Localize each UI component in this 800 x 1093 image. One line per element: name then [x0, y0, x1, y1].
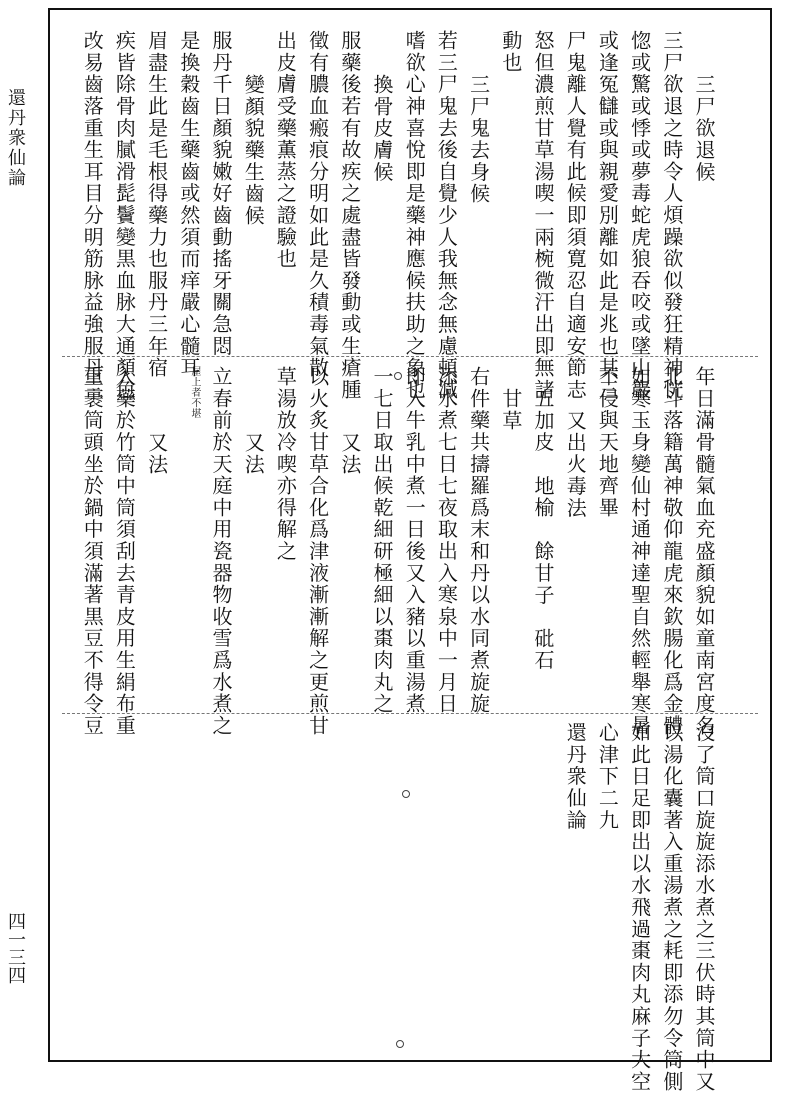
panel1-column: 或逢冤讎或與親愛別離如此是兆也其三 — [595, 30, 620, 401]
panel2-column: 草湯放冷喫亦得解之 — [273, 366, 298, 563]
panel2-column: 右件藥共擣羅爲末和丹以水同煮旋旋 — [466, 366, 491, 715]
panel1-column: 三尸鬼去身候 — [466, 74, 491, 205]
panel2-column: 北斗落籍萬神敬仰龍虎來欽腸化爲金體 — [659, 366, 684, 737]
panel2-column: 重裹筒頭坐於鍋中須滿著黒豆不得令豆 — [80, 366, 105, 737]
panel1-column: 三尸欲退之時令人煩躁欲似發狂精神恍 — [659, 30, 684, 401]
panel1-column: 疾皆除骨肉膩滑髭鬢變黒血脉大通顏色 — [112, 30, 137, 401]
panel1-column: 服丹千日顏貌嫩好齒動搖牙關急悶 — [209, 30, 233, 357]
panel2-column: 又法 — [337, 432, 362, 476]
panel1-column: 徵有膿血瘢痕分明如此是久積毒氣散 — [305, 30, 330, 379]
panel2-column: 添水煮七日七夜取出入寒泉中一月日 — [434, 366, 459, 715]
panel1-column: 怒但濃煎甘草湯喫一兩椀微汗出即無諸 — [531, 30, 555, 401]
panel1-column: 換骨皮膚候 — [370, 74, 394, 183]
panel1-column: 變顏貌藥生齒候 — [241, 74, 266, 227]
panel2-column: 又法 — [144, 432, 169, 476]
panel1-column: 動也 — [498, 30, 523, 74]
panel2-column: 五加皮 地榆 餘甘子 砒石 — [531, 388, 555, 672]
panel2-column: 立春前於天庭中用瓷器物收雪爲水煮之 — [209, 366, 233, 737]
panel2-column: 以火炙甘草合化爲津液漸漸解之更煎甘 — [305, 366, 330, 737]
panel1-column: 出皮膚受藥薫蒸之證驗也 — [273, 30, 298, 270]
text-panel-bottom — [62, 722, 720, 1093]
panel2-column: 不侵與天地齊畢 — [595, 366, 620, 519]
panel1-column: 眉盡生此是毛根得藥力也服丹三年宿 — [144, 30, 169, 379]
panel2-column: 入藥於竹筒中筒須刮去青皮用生絹布重 — [112, 366, 137, 737]
panel2-column: 又法 — [241, 432, 266, 476]
panel3-column: 以湯化囊著入重湯煮之耗即添勿令筒側 — [659, 722, 684, 1093]
panel3-column: 沒了筒口旋旋添水煮之三伏時其筒中又 — [692, 722, 716, 1093]
panel2-column: 又出火毒法 — [563, 410, 588, 519]
margin-book-title: 還丹衆仙論 — [5, 88, 26, 188]
panel3-column: 還丹衆仙論 — [563, 722, 588, 831]
panel1-column: 嗜欲心神喜悅即是藥神應候扶助之象也 — [402, 30, 427, 401]
panel1-column: 服藥後若有故疾之處盡皆發動或生瘡腫 — [337, 30, 362, 401]
panel2-column: 如寒玉身變仙村通神達聖自然輕舉寒暑 — [627, 366, 652, 737]
panel1-column: 是換穀齒生藥齒或然須而痒嚴心髓耳 — [176, 30, 201, 379]
panel1-column: 惚或驚或悸或夢毒蛇虎狼吞咬或墜山巖 — [627, 30, 652, 401]
panel3-column: 心津下二九 — [595, 722, 620, 831]
text-panel-middle — [62, 366, 720, 737]
panel1-column: 三尸欲退候 — [692, 74, 716, 183]
panel1-column: 若三尸鬼去後自覺少人我無念無慮頓減 — [434, 30, 459, 401]
panel2-column: 一七日取出候乾細研極細以棗肉丸之 — [370, 366, 394, 715]
panel3-column: 如此日足即出以水飛過棗肉丸麻子大空 — [627, 722, 652, 1093]
panel2-column: 年日滿骨髓氣血充盛顏貌如童南宮度名 — [692, 366, 716, 737]
panel2-column: 甘草 — [498, 388, 523, 432]
margin-page-number: 四一三四 — [5, 912, 26, 984]
panel1-column: 改易齒落重生耳目分明筋脉益強服丹三 — [80, 30, 105, 401]
panel1-column: 尸鬼離人覺有此候即須寛忍自適安節志 — [563, 30, 588, 401]
panel2-column: 即入牛乳中煮一日後又入豬以重湯煮 — [402, 366, 427, 715]
panel2-column: 屋上者不堪 — [188, 366, 200, 419]
